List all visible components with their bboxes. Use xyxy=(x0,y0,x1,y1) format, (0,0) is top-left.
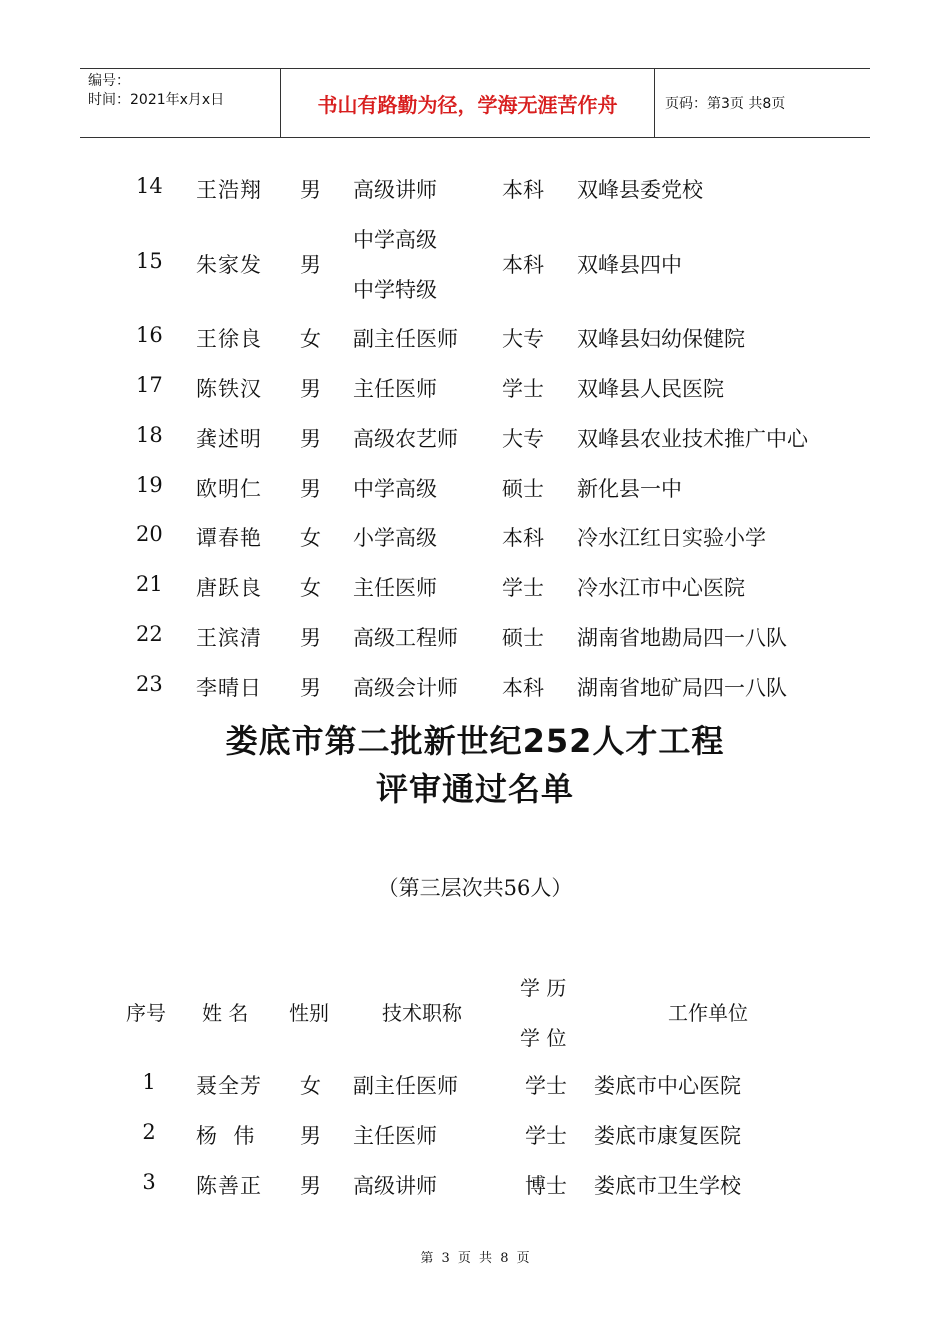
page-header xyxy=(80,68,870,138)
row-name: 欧明仁 xyxy=(196,477,262,501)
row-number: 17 xyxy=(136,373,163,397)
row-name: 杨 伟 xyxy=(196,1124,256,1148)
row-number: 22 xyxy=(136,622,163,646)
row-sex: 男 xyxy=(300,626,321,650)
row-number: 20 xyxy=(136,522,163,546)
row-degree: 本科 xyxy=(502,676,544,700)
row-sex: 男 xyxy=(300,178,321,202)
header-degree-line2: 学 位 xyxy=(520,1026,567,1050)
row-sex: 男 xyxy=(300,676,321,700)
section-title-line2: 评审通过名单 xyxy=(375,770,574,808)
row-sex: 男 xyxy=(300,253,321,277)
row-number: 23 xyxy=(136,672,163,696)
row-number: 2 xyxy=(142,1120,156,1144)
row-number: 3 xyxy=(142,1170,156,1194)
header-page-label: 页码：第3页 共8页 xyxy=(665,96,786,112)
section-subtitle: （第三层次共56人） xyxy=(377,876,573,900)
row-name: 李晴日 xyxy=(196,676,262,700)
row-name: 龚述明 xyxy=(196,427,262,451)
row-title: 主任医师 xyxy=(353,1124,437,1148)
number-label: 编号： xyxy=(88,73,130,89)
row-unit: 娄底市中心医院 xyxy=(594,1074,741,1098)
row-name: 聂全芳 xyxy=(196,1074,262,1098)
header-name: 姓 名 xyxy=(202,1001,249,1025)
row-degree: 大专 xyxy=(502,427,544,451)
row-sex: 男 xyxy=(300,427,321,451)
row-title: 中学高级 xyxy=(353,477,437,501)
row-degree: 学士 xyxy=(525,1124,567,1148)
row-degree: 博士 xyxy=(525,1174,567,1198)
row-degree: 大专 xyxy=(502,327,544,351)
header-degree-line1: 学 历 xyxy=(520,976,567,1000)
row-unit: 湖南省地勘局四一八队 xyxy=(577,626,787,650)
row-sex: 男 xyxy=(300,377,321,401)
row-title: 主任医师 xyxy=(353,377,437,401)
row-sex: 女 xyxy=(300,1074,321,1098)
row-number: 14 xyxy=(136,174,163,198)
row-number: 18 xyxy=(136,423,163,447)
row-sex: 女 xyxy=(300,576,321,600)
row-title: 副主任医师 xyxy=(353,327,458,351)
row-name: 王徐良 xyxy=(196,327,262,351)
row-title: 中学高级 xyxy=(353,228,437,252)
row-degree: 本科 xyxy=(502,253,544,277)
row-name: 朱家发 xyxy=(196,253,262,277)
row-number: 15 xyxy=(136,249,163,273)
header-title: 技术职称 xyxy=(382,1001,462,1025)
row-unit: 冷水江市中心医院 xyxy=(577,576,745,600)
row-number: 21 xyxy=(136,572,163,596)
row-degree: 学士 xyxy=(502,377,544,401)
row-degree: 硕士 xyxy=(502,477,544,501)
row-unit: 双峰县四中 xyxy=(577,253,682,277)
row-title-secondary: 中学特级 xyxy=(353,278,437,302)
row-name: 唐跃良 xyxy=(196,576,262,600)
row-sex: 男 xyxy=(300,1174,321,1198)
row-unit: 双峰县委党校 xyxy=(577,178,703,202)
row-name: 王浩翔 xyxy=(196,178,262,202)
row-sex: 女 xyxy=(300,526,321,550)
row-name: 谭春艳 xyxy=(196,526,262,550)
row-title: 高级讲师 xyxy=(353,1174,437,1198)
row-degree: 硕士 xyxy=(502,626,544,650)
row-sex: 女 xyxy=(300,327,321,351)
row-title: 高级讲师 xyxy=(353,178,437,202)
row-unit: 新化县一中 xyxy=(577,477,682,501)
row-title: 高级工程师 xyxy=(353,626,458,650)
row-degree: 本科 xyxy=(502,526,544,550)
row-unit: 双峰县农业技术推广中心 xyxy=(577,427,808,451)
row-unit: 娄底市康复医院 xyxy=(594,1124,741,1148)
section-title: 娄底市第二批新世纪252人才工程 xyxy=(225,722,725,760)
page-footer: 第 3 页 共 8 页 xyxy=(420,1251,530,1266)
row-name: 陈善正 xyxy=(196,1174,262,1198)
row-degree: 本科 xyxy=(502,178,544,202)
row-title: 主任医师 xyxy=(353,576,437,600)
row-unit: 冷水江红日实验小学 xyxy=(577,526,766,550)
row-number: 16 xyxy=(136,323,163,347)
row-unit: 湖南省地矿局四一八队 xyxy=(577,676,787,700)
header-meta xyxy=(80,69,280,137)
header-unit: 工作单位 xyxy=(668,1001,748,1025)
row-name: 王滨清 xyxy=(196,626,262,650)
row-number: 1 xyxy=(142,1070,156,1094)
header-no: 序号 xyxy=(126,1001,166,1025)
header-motto: 书山有路勤为径，学海无涯苦作舟 xyxy=(280,69,655,137)
time-label: 时间：2021年x月x日 xyxy=(88,92,225,108)
row-number: 19 xyxy=(136,473,163,497)
row-degree: 学士 xyxy=(502,576,544,600)
row-name: 陈铁汉 xyxy=(196,377,262,401)
row-title: 高级农艺师 xyxy=(353,427,458,451)
row-unit: 双峰县人民医院 xyxy=(577,377,724,401)
header-sex: 性别 xyxy=(289,1001,329,1025)
row-degree: 学士 xyxy=(525,1074,567,1098)
row-title: 小学高级 xyxy=(353,526,437,550)
row-sex: 男 xyxy=(300,1124,321,1148)
row-unit: 双峰县妇幼保健院 xyxy=(577,327,745,351)
row-title: 副主任医师 xyxy=(353,1074,458,1098)
row-unit: 娄底市卫生学校 xyxy=(594,1174,741,1198)
row-sex: 男 xyxy=(300,477,321,501)
row-title: 高级会计师 xyxy=(353,676,458,700)
